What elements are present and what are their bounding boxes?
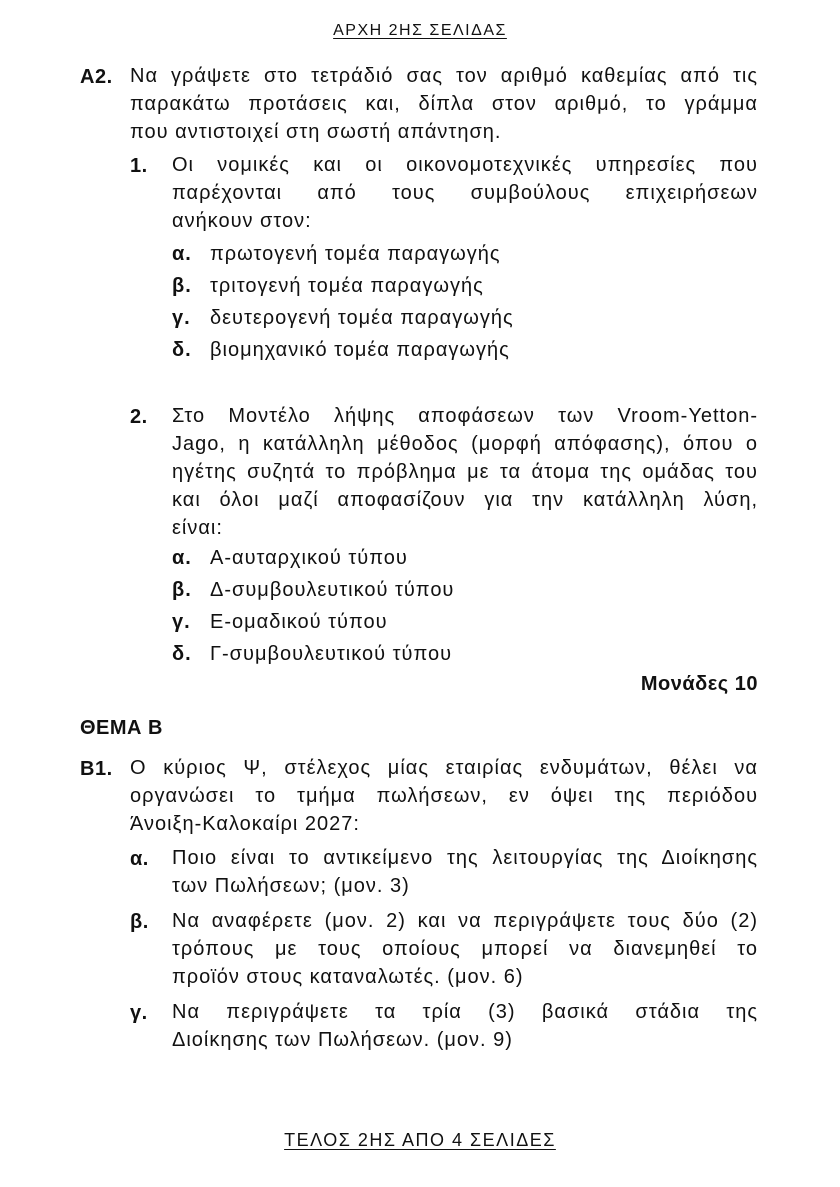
option-text: πρωτογενή τομέα παραγωγής	[210, 243, 501, 265]
question-b1-line: Άνοιξη-Καλοκαίρι 2027:	[130, 813, 360, 835]
option-text: Γ-συμβουλευτικού τύπου	[210, 643, 453, 665]
subquestion-c-line: Να περιγράψετε τα τρία (3) βασικά στάδια της	[172, 1001, 758, 1023]
item-1-line: ανήκουν στον:	[172, 210, 312, 232]
option-text: βιομηχανικό τομέα παραγωγής	[210, 339, 510, 361]
item-1-option-b	[172, 272, 484, 300]
option-letter: δ.	[172, 339, 192, 361]
item-2-option-a	[172, 544, 408, 572]
option-text: Δ-συμβουλευτικού τύπου	[210, 579, 455, 601]
question-a2-number: Α2.	[80, 66, 113, 88]
page-footer: ΤΕΛΟΣ 2ΗΣ ΑΠΟ 4 ΣΕΛΙΔΕΣ	[284, 1130, 556, 1150]
item-2-line: ηγέτης συζητά το πρόβλημα με τα άτομα της ομάδας του	[172, 461, 758, 483]
subquestion-b-line: Να αναφέρετε (μον. 2) και να περιγράψετε τους δύο (2)	[172, 910, 758, 932]
item-1-line: Οι νομικές και οι οικονομοτεχνικές υπηρεσίες που	[172, 154, 758, 176]
item-2-line: και όλοι μαζί αποφασίζουν για την κατάλληλη λύση,	[172, 489, 758, 511]
item-1-line: παρέχονται από τους συμβούλους επιχειρήσεων	[172, 182, 758, 204]
subquestion-b-line: προϊόν στους καταναλωτές. (μον. 6)	[172, 966, 524, 988]
subquestion-a-letter: α.	[130, 848, 149, 870]
item-1-number: 1.	[130, 155, 148, 177]
marks-label: Μονάδες 10	[640, 673, 758, 695]
item-2-line: Στο Μοντέλο λήψης αποφάσεων των Vroom-Yetton-	[172, 405, 758, 427]
subquestion-b-letter: β.	[130, 911, 149, 933]
section-title: ΘΕΜΑ Β	[80, 717, 163, 739]
subquestion-b-line: τρόπους με τους οποίους μπορεί να διανεμηθεί το	[172, 938, 758, 960]
question-a2-line: που αντιστοιχεί στη σωστή απάντηση.	[130, 121, 502, 143]
page-header: ΑΡΧΗ 2ΗΣ ΣΕΛΙΔΑΣ	[333, 22, 507, 39]
option-text: τριτογενή τομέα παραγωγής	[210, 275, 484, 297]
item-2-line: Jago, η κατάλληλη μέθοδος (μορφή απόφασης), όπου ο	[172, 433, 758, 455]
question-b1-number: Β1.	[80, 758, 113, 780]
item-1-option-d	[172, 336, 510, 364]
option-text: Α-αυταρχικού τύπου	[210, 547, 408, 569]
item-2-option-c	[172, 608, 388, 636]
item-1-option-a	[172, 240, 501, 268]
option-letter: α.	[172, 243, 192, 265]
item-2-number: 2.	[130, 406, 148, 428]
subquestion-a-line: Ποιο είναι το αντικείμενο της λειτουργίας της Διοίκησης	[172, 847, 758, 869]
item-2-line: είναι:	[172, 517, 223, 539]
subquestion-c-letter: γ.	[130, 1002, 148, 1024]
item-2-option-b	[172, 576, 454, 604]
question-a2-line: Να γράψετε στο τετράδιό σας τον αριθμό καθεμίας από τις	[130, 65, 758, 87]
question-b1-line: οργανώσει το τμήμα πωλήσεων, εν όψει της περιόδου	[130, 785, 758, 807]
item-1-option-c	[172, 304, 514, 332]
option-letter: γ.	[172, 611, 191, 633]
option-letter: γ.	[172, 307, 191, 329]
option-letter: β.	[172, 275, 192, 297]
option-text: Ε-ομαδικού τύπου	[210, 611, 388, 633]
option-text: δευτερογενή τομέα παραγωγής	[210, 307, 514, 329]
option-letter: β.	[172, 579, 192, 601]
option-letter: δ.	[172, 643, 192, 665]
question-b1-line: Ο κύριος Ψ, στέλεχος μίας εταιρίας ενδυμάτων, θέλει να	[130, 757, 758, 779]
question-a2-line: παρακάτω προτάσεις και, δίπλα στον αριθμό, το γράμμα	[130, 93, 758, 115]
subquestion-c-line: Διοίκησης των Πωλήσεων. (μον. 9)	[172, 1029, 513, 1051]
item-2-option-d	[172, 640, 452, 668]
subquestion-a-line: των Πωλήσεων; (μον. 3)	[172, 875, 410, 897]
option-letter: α.	[172, 547, 192, 569]
